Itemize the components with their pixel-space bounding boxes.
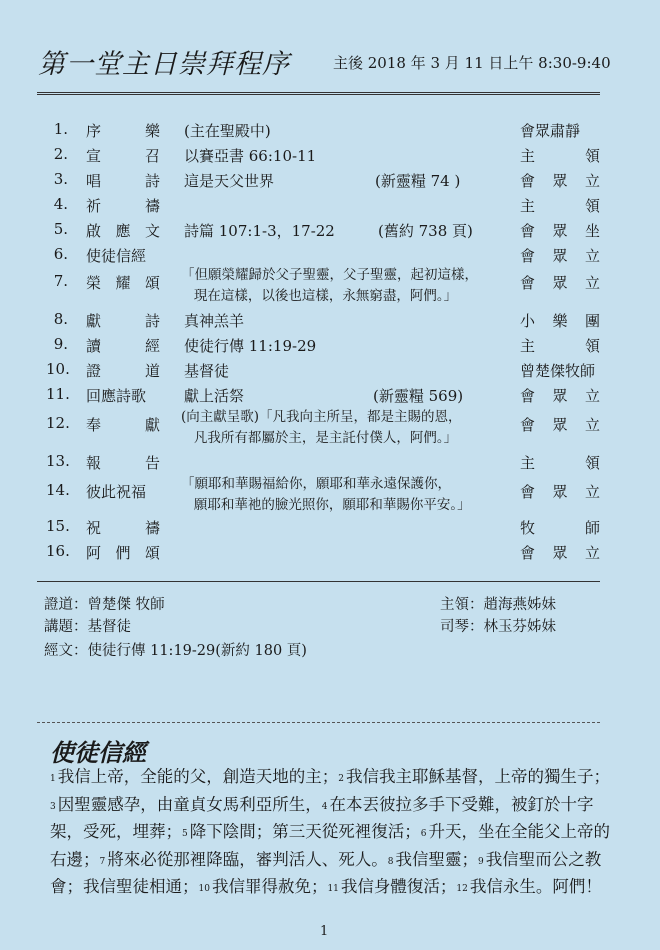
program-item-name: 唱 詩 bbox=[86, 172, 160, 190]
clause-number: 7 bbox=[99, 856, 106, 867]
clause-number: 9 bbox=[477, 856, 484, 867]
creed-clause: 我信罪得赦免； bbox=[211, 877, 328, 896]
program-number: 15. bbox=[46, 517, 70, 535]
hymn-reference: (舊約 738 頁) bbox=[378, 222, 473, 240]
program-description: 以賽亞書 66:10-11 bbox=[184, 147, 317, 165]
program-number: 8. bbox=[53, 310, 68, 328]
program-quote: (向主獻呈歌)「凡我向主所呈，都是主賜的恩， 凡我所有都屬於主，是主託付僕人，阿們。」 bbox=[181, 409, 462, 446]
creed-clause: 我信聖靈； bbox=[395, 849, 478, 869]
clause-number: 12 bbox=[456, 884, 468, 894]
program-number: 7. bbox=[53, 272, 68, 290]
creed-clause: 因聖靈感孕，由童貞女馬利亞所生， bbox=[57, 794, 322, 814]
creed-clause: 將來必從那裡降臨，審判活人、死人。 bbox=[107, 849, 388, 869]
program-item-name: 啟 應 文 bbox=[86, 222, 160, 240]
creed-clause: 我信身體復活； bbox=[340, 877, 457, 896]
program-number: 9. bbox=[53, 335, 68, 353]
creed-clause: 我信我主耶穌基督，上帝的獨生子； bbox=[345, 767, 610, 786]
program-item-name: 報 告 bbox=[86, 454, 160, 472]
program-description: (主在聖殿中) bbox=[184, 122, 271, 140]
program-participant: 主 領 bbox=[520, 147, 600, 165]
sermon-topic: 講題：基督徒 bbox=[44, 619, 131, 635]
program-participant: 會 眾 立 bbox=[520, 247, 600, 265]
clause-number: 1 bbox=[50, 774, 56, 784]
program-item-name: 證 道 bbox=[86, 362, 160, 380]
program-number: 6. bbox=[53, 245, 68, 263]
program-item-name: 宣 召 bbox=[86, 147, 160, 165]
creed-text bbox=[50, 765, 610, 903]
pianist-info: 司琴：林玉芬姊妹 bbox=[440, 619, 556, 635]
program-participant: 會眾肅靜 bbox=[520, 122, 581, 140]
clause-number: 8 bbox=[387, 856, 394, 867]
program-participant: 主 領 bbox=[520, 197, 600, 215]
program-participant: 會 眾 坐 bbox=[520, 222, 600, 240]
program-item-name: 序 樂 bbox=[86, 122, 160, 140]
program-item-name: 榮 耀 頌 bbox=[86, 274, 160, 292]
program-description: 基督徒 bbox=[184, 362, 230, 380]
creed-divider bbox=[37, 722, 600, 723]
program-number: 13. bbox=[46, 452, 70, 470]
program-divider bbox=[37, 581, 600, 582]
program-participant: 會 眾 立 bbox=[520, 544, 600, 562]
program-number: 10. bbox=[46, 360, 70, 378]
program-number: 2. bbox=[53, 145, 68, 163]
program-item-name: 彼此祝福 bbox=[86, 483, 147, 501]
creed-clause: 我信上帝，全能的父，創造天地的主； bbox=[57, 767, 339, 786]
program-description: 使徒行傳 11:19-29 bbox=[184, 337, 317, 355]
creed-title: 使徒信經 bbox=[50, 738, 146, 767]
program-item-name: 奉 獻 bbox=[86, 416, 160, 434]
program-item-name: 使徒信經 bbox=[86, 247, 147, 265]
program-number: 3. bbox=[53, 170, 68, 188]
program-participant: 主 領 bbox=[520, 337, 600, 355]
program-quote: 「但願榮耀歸於父子聖靈，父子聖靈，起初這樣， 現在這樣，以後也這樣，永無窮盡，阿們。」 bbox=[181, 267, 478, 304]
program-number: 1. bbox=[53, 120, 68, 138]
program-participant: 會 眾 立 bbox=[520, 416, 600, 434]
clause-number: 4 bbox=[321, 801, 328, 812]
leader-info: 主領：趙海燕姊妹 bbox=[440, 597, 556, 613]
program-number: 4. bbox=[53, 195, 68, 213]
clause-number: 3 bbox=[50, 801, 56, 812]
program-number: 14. bbox=[46, 481, 70, 499]
program-item-name: 獻 詩 bbox=[86, 312, 160, 330]
clause-number: 10 bbox=[198, 884, 210, 894]
program-number: 12. bbox=[46, 414, 70, 432]
program-description: 詩篇 107:1-3，17-22 bbox=[184, 222, 335, 240]
program-item-name: 回應詩歌 bbox=[86, 387, 147, 405]
program-participant: 牧 師 bbox=[520, 519, 600, 537]
program-participant: 曾楚傑牧師 bbox=[520, 362, 596, 380]
program-number: 5. bbox=[53, 220, 68, 238]
header-divider bbox=[37, 92, 600, 95]
program-participant: 會 眾 立 bbox=[520, 483, 600, 501]
preacher-info: 證道：曾楚傑 牧師 bbox=[44, 597, 165, 613]
program-description: 獻上活祭 bbox=[184, 387, 245, 405]
program-participant: 會 眾 立 bbox=[520, 387, 600, 405]
clause-number: 5 bbox=[182, 829, 188, 839]
clause-number: 2 bbox=[338, 774, 344, 784]
clause-number: 11 bbox=[327, 884, 339, 894]
scripture-info: 經文：使徒行傳 11:19-29(新約 180 頁) bbox=[44, 643, 307, 659]
program-number: 16. bbox=[46, 542, 70, 560]
program-participant: 小 樂 團 bbox=[520, 312, 600, 330]
program-participant: 主 領 bbox=[520, 454, 600, 472]
page-number: 1 bbox=[320, 924, 329, 939]
program-item-name: 讀 經 bbox=[86, 337, 160, 355]
creed-clause: 在本丟彼拉多手下受難，被釘於十字架，受死，埋葬； bbox=[50, 794, 594, 841]
creed-clause: 我信聖而公之教會；我信聖徒相通； bbox=[50, 849, 602, 896]
page-title: 第一堂主日崇拜程序 bbox=[38, 49, 290, 80]
program-description: 真神羔羊 bbox=[184, 312, 245, 330]
creed-clause: 降下陰間；第三天從死裡復活； bbox=[189, 822, 421, 841]
program-item-name: 祈 禱 bbox=[86, 197, 160, 215]
program-participant: 會 眾 立 bbox=[520, 274, 600, 292]
creed-clause: 我信永生。阿們！ bbox=[469, 877, 602, 896]
hymn-reference: (新靈糧 569) bbox=[373, 387, 464, 405]
program-participant: 會 眾 立 bbox=[520, 172, 600, 190]
service-date: 主後 2018 年 3 月 11 日上午 8:30-9:40 bbox=[333, 54, 611, 72]
program-description: 這是天父世界 bbox=[184, 172, 275, 190]
creed-clause: 升天，坐在全能父上帝的右邊； bbox=[50, 822, 610, 869]
hymn-reference: (新靈糧 74 ) bbox=[375, 172, 461, 190]
clause-number: 6 bbox=[420, 829, 427, 839]
program-quote: 「願耶和華賜福給你，願耶和華永遠保護你， 願耶和華祂的臉光照你，願耶和華賜你平安。」 bbox=[181, 476, 471, 513]
program-number: 11. bbox=[46, 385, 70, 403]
program-item-name: 阿 們 頌 bbox=[86, 544, 160, 562]
program-item-name: 祝 禱 bbox=[86, 519, 160, 537]
